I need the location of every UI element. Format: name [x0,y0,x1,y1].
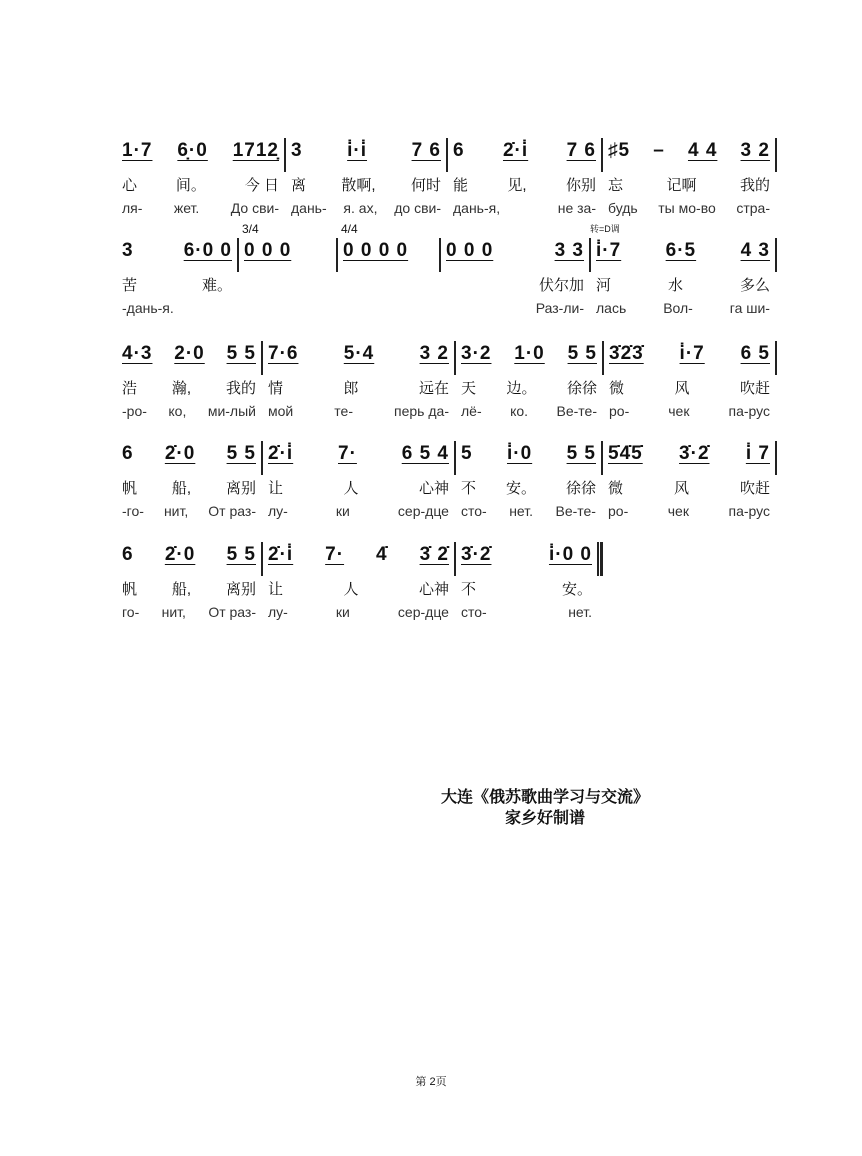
russian-lyrics [461,604,592,620]
russian-lyrics [609,403,770,419]
notes-row [268,443,449,465]
chinese-lyrics [122,477,256,498]
note-group: 3 2 [419,343,449,364]
note-group: i̇·i̇ [347,140,368,161]
bar-line [439,238,441,272]
lyric-syllable: Ве-те- [555,503,596,519]
notes-row [608,443,770,465]
measure [262,331,455,431]
lyric-syllable: 多么 [739,277,770,294]
note-group: 3̇·2̇ [461,544,492,565]
note-group: i̇ 7 [745,443,770,464]
lyric-syllable: 不 [461,581,477,598]
notes-row [453,140,596,162]
lyric-syllable: 河 [596,277,612,294]
note-group: 3·2 [461,343,492,364]
chinese-lyrics [609,377,770,398]
notes-row [461,343,597,365]
lyric-syllable: Ве-те- [556,403,597,419]
score-system [116,532,780,632]
note-group: 5 5 [567,343,597,364]
lyric-syllable: нет. [509,503,533,519]
lyric-syllable: 能 [453,177,469,194]
bar-line [336,238,338,272]
chinese-lyrics [122,274,232,295]
lyric-syllable: До сви- [230,200,279,216]
lyric-syllable: От раз- [208,604,256,620]
lyric-syllable: я. ах, [343,200,378,216]
note-group: 3̇·2̇ [679,443,710,464]
note-group: 3̇2̇3̇ [609,343,644,364]
lyric-syllable: те- [334,403,353,419]
russian-lyrics [608,503,770,519]
bar-line [454,542,456,576]
bar-line [775,138,777,172]
note-group: 5 5 [226,544,256,565]
note-group: 5·4 [343,343,375,364]
note-group: 6·5 [665,240,697,261]
measure [262,431,455,531]
bar-line [261,441,263,475]
lyric-syllable: 我的 [739,177,770,194]
lyric-syllable: сто- [461,503,487,519]
note-group: 7· [325,544,345,565]
lyric-syllable: 人 [343,581,359,598]
lyric-syllable: 心神 [418,581,449,598]
credit [410,786,680,828]
measure [262,532,455,632]
score-system [116,431,780,531]
lyric-syllable: лась [596,300,627,316]
lyric-syllable: ки [335,503,350,519]
note-group: 4·3 [122,343,153,364]
bar-line [261,542,263,576]
notes-row [268,544,449,566]
russian-lyrics [122,503,256,519]
lyric-syllable: нит, [161,604,186,620]
bar-line [775,441,777,475]
bar-line [446,138,448,172]
lyric-syllable: сер-дце [397,503,449,519]
bar-line [454,341,456,375]
russian-lyrics [453,200,596,216]
note-group: 6 [122,443,134,464]
russian-lyrics [446,300,584,316]
note-group: ♯5 [608,140,631,161]
measure [238,222,337,328]
russian-lyrics [268,604,449,620]
chinese-lyrics [461,377,597,398]
lyric-syllable: жет. [173,200,200,216]
russian-lyrics [608,200,770,216]
russian-lyrics [122,300,232,316]
chinese-lyrics [291,174,441,195]
measure [602,128,776,228]
lyric-syllable: 不 [461,480,477,497]
final-bar-line [597,542,603,576]
note-group: 6̣·0 [177,140,208,161]
note-group: 5 5 [226,443,256,464]
measure [116,228,238,328]
note-group: 1712̣ [232,140,279,161]
lyric-syllable: 离别 [225,480,256,497]
time-signature: 3/4 [242,222,259,236]
notes-row [461,443,596,465]
lyric-syllable: 心神 [418,480,449,497]
measure [116,532,262,632]
measure [337,222,440,328]
credit-line-1: 大连《俄苏歌曲学习与交流》 [440,787,649,806]
chinese-lyrics [596,274,770,295]
measure [116,128,285,228]
chinese-lyrics [608,174,770,195]
bar-line [589,238,591,272]
measure [440,228,590,328]
note-group: 6 [453,140,465,161]
note-group: 3̇ 2̇ [419,544,449,565]
lyric-syllable: 徐徐 [566,380,597,397]
lyric-syllable: 徐徐 [565,480,596,497]
note-group: 7· [338,443,357,464]
note-group: 2̇·i̇ [502,140,529,161]
note-group: 3 [291,140,303,161]
lyric-syllable: ро- [609,403,630,419]
note-group: 6 [122,544,134,565]
bar-line [261,341,263,375]
lyric-syllable: лу- [268,604,288,620]
lyric-syllable: 瀚, [171,380,192,397]
lyric-syllable: мой [268,403,294,419]
note-group: 5 [461,443,473,464]
lyric-syllable: 船, [171,581,192,598]
lyric-syllable: ко. [510,403,529,419]
note-group: i̇·0 [506,443,533,464]
russian-lyrics [268,503,449,519]
note-group: 2̇·i̇ [268,544,294,565]
bar-line [775,341,777,375]
note-group: 3 [122,240,134,261]
note-group: 5 5 [226,343,256,364]
lyric-syllable: перь да- [394,403,449,419]
lyric-syllable: 何时 [410,177,441,194]
score-system [116,331,780,431]
key-change-mark: 转=D调 [590,224,620,234]
russian-lyrics [268,403,449,419]
notes-row [122,443,256,465]
lyric-syllable: 情 [268,380,284,397]
note-group: 5̇4̇5̇ [608,443,643,464]
lyric-syllable: 安。 [505,480,536,497]
chinese-lyrics [608,477,770,498]
lyric-syllable: 伏尔加 [538,277,584,294]
notes-row [446,240,584,262]
lyric-syllable: -го- [122,503,144,519]
russian-lyrics [461,403,597,419]
note-group: 4 4 [687,140,718,161]
measure [447,128,602,228]
notes-row [608,140,770,162]
note-group: 6 5 4 [401,443,449,464]
note-group: 2̇·0 [164,443,196,464]
note-group: 7·6 [268,343,299,364]
lyric-syllable: 你别 [565,177,596,194]
measure [455,532,598,632]
bar-line [775,238,777,272]
lyric-syllable: го- [122,604,140,620]
bar-line [602,341,604,375]
measure [590,224,776,328]
notes-row [343,240,434,262]
lyric-syllable: 散啊, [341,177,376,194]
chinese-lyrics [461,477,596,498]
lyric-syllable: па-рус [728,403,770,419]
note-group: 5 5 [566,443,596,464]
notes-row [122,140,279,162]
note-group: 7 6 [566,140,596,161]
lyric-syllable: ты мо-во [658,200,716,216]
lyric-syllable: не за- [557,200,596,216]
lyric-syllable: ко, [168,403,187,419]
note-group: 2·0 [174,343,205,364]
lyric-syllable: лё- [461,403,482,419]
note-group: 4 3 [740,240,770,261]
bar-line [454,441,456,475]
chinese-lyrics [446,274,584,295]
lyric-syllable: 离 [291,177,307,194]
russian-lyrics [291,200,441,216]
lyric-syllable: 风 [673,480,689,497]
bar-line [237,238,239,272]
lyric-syllable: га ши- [729,300,770,316]
notes-row [268,343,449,365]
lyric-syllable: 见, [507,177,527,194]
lyric-syllable: 水 [667,277,683,294]
russian-lyrics [122,403,256,419]
notes-row [596,240,770,262]
chinese-lyrics [122,377,256,398]
chinese-lyrics [268,377,449,398]
lyric-syllable: чек [667,503,689,519]
lyric-syllable: От раз- [208,503,256,519]
bar-line [284,138,286,172]
lyric-syllable: 离别 [225,581,256,598]
score-system [116,222,780,328]
lyric-syllable: 苦 [122,277,138,294]
lyric-syllable: 风 [674,380,690,397]
lyric-syllable: дань-я, [453,200,501,216]
lyric-syllable: чек [668,403,690,419]
notes-row [122,544,256,566]
note-group: – [653,140,665,161]
lyric-syllable: 难。 [201,277,232,294]
lyric-syllable: 间。 [175,177,206,194]
notes-row [122,343,256,365]
notes-row [291,140,441,162]
chinese-lyrics [268,578,449,599]
russian-lyrics [122,604,256,620]
measure [116,431,262,531]
lyric-syllable: 微 [609,380,625,397]
lyric-syllable: дань- [291,200,327,216]
lyric-syllable: до сви- [394,200,441,216]
notes-row [461,544,592,566]
lyric-syllable: 边。 [506,380,537,397]
measure [116,331,262,431]
bar-line [601,441,603,475]
lyric-syllable: будь [608,200,638,216]
lyric-syllable: сто- [461,604,487,620]
note-group: 7 6 [411,140,441,161]
credit-line-2: 家乡好制谱 [504,808,585,827]
lyric-syllable: 郎 [343,380,359,397]
note-group: 0 0 0 0 [343,240,409,261]
note-group: 2̇·0 [164,544,196,565]
chinese-lyrics [461,578,592,599]
chinese-lyrics [453,174,596,195]
note-group: i̇·0 0 [548,544,592,565]
note-group: 0 0 0 [244,240,292,261]
lyric-syllable: нет. [568,604,592,620]
lyric-syllable: стра- [736,200,770,216]
lyric-syllable: 远在 [418,380,449,397]
lyric-syllable: 吹赶 [739,380,770,397]
lyric-syllable: 浩 [122,380,138,397]
lyric-syllable: лу- [268,503,288,519]
lyric-syllable: 船, [171,480,192,497]
chinese-lyrics [268,477,449,498]
note-group: 6 5 [740,343,770,364]
note-group: 3 2 [740,140,770,161]
measure [602,431,776,531]
time-signature: 4/4 [341,222,358,236]
note-group: 6·0 0 [183,240,232,261]
bar-line [601,138,603,172]
notes-row [122,240,232,262]
lyric-syllable: Вол- [663,300,693,316]
lyric-syllable: 天 [461,380,477,397]
russian-lyrics [596,300,770,316]
lyric-syllable: 记啊 [666,177,697,194]
note-group: i̇·7 [679,343,705,364]
lyric-syllable: Раз-ли- [535,300,584,316]
lyric-syllable: 让 [268,581,284,598]
lyric-syllable: 帆 [122,480,138,497]
lyric-syllable: нит, [163,503,189,519]
note-group: 0 0 0 [446,240,494,261]
note-group: 2̇·i̇ [268,443,294,464]
lyric-syllable: 心 [122,177,138,194]
notes-row [609,343,770,365]
chinese-lyrics [122,174,279,195]
chinese-lyrics [122,578,256,599]
lyric-syllable: ро- [608,503,629,519]
page-number: 第 2页 [415,1076,447,1088]
lyric-syllable: 忘 [608,177,624,194]
measure [603,331,776,431]
lyric-syllable: 帆 [122,581,138,598]
lyric-syllable: 人 [343,480,359,497]
lyric-syllable: 安。 [561,581,592,598]
russian-lyrics [122,200,279,216]
measure [455,331,603,431]
russian-lyrics [461,503,596,519]
note-group: 4̇ [376,544,388,565]
lyric-syllable: 我的 [225,380,256,397]
note-group: 3 3 [554,240,584,261]
lyric-syllable: па-рус [728,503,770,519]
note-group: i̇·7 [596,240,622,261]
lyric-syllable: ки [335,604,350,620]
lyric-syllable: ля- [122,200,143,216]
notes-row [244,240,331,262]
lyric-syllable: сер-дце [397,604,449,620]
lyric-syllable: 让 [268,480,284,497]
lyric-syllable: -дань-я. [122,300,174,316]
lyric-syllable: 吹赶 [739,480,770,497]
note-group: 1·0 [514,343,545,364]
measure [455,431,602,531]
lyric-syllable: ми-лый [207,403,256,419]
measure [285,128,447,228]
note-group: 1·7 [122,140,153,161]
lyric-syllable: 今 日 [244,177,279,194]
score-system [116,128,780,228]
lyric-syllable: 微 [608,480,624,497]
lyric-syllable: -ро- [122,403,147,419]
